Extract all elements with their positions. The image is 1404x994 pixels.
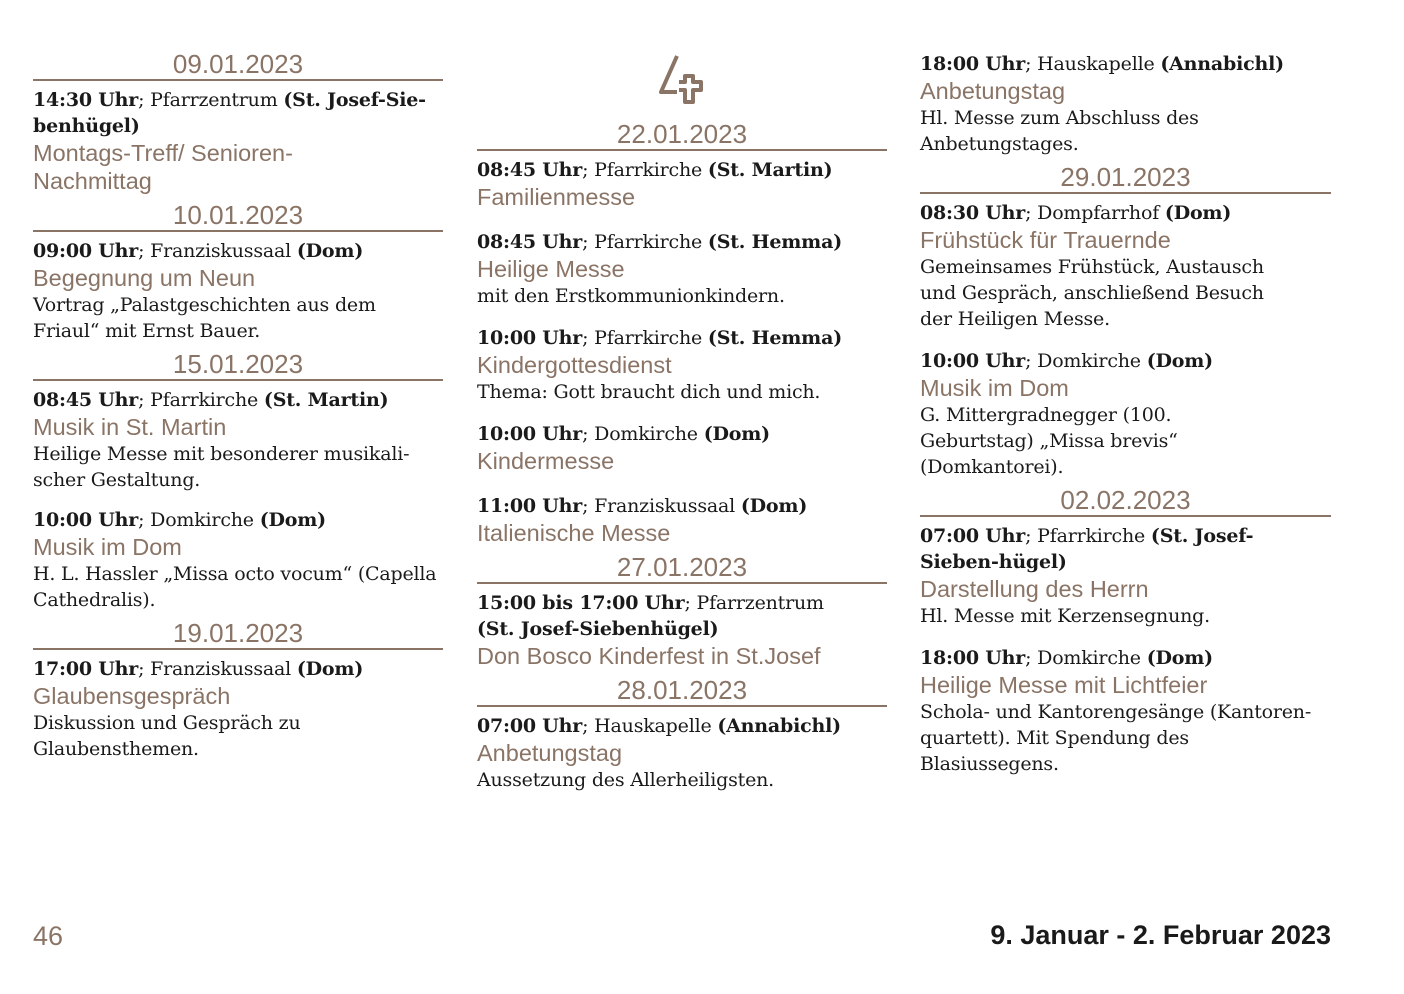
day-block (33, 619, 443, 762)
event-place: Franziskussaal (150, 658, 292, 680)
day-block (477, 120, 887, 547)
column-1 (33, 50, 443, 782)
event-title: Kindergottesdienst (477, 352, 672, 378)
event-place: Pfarrkirche (594, 327, 703, 349)
event-place: Pfarrzentrum (696, 592, 824, 614)
date-range-title: 9. Januar - 2. Februar 2023 (990, 920, 1331, 950)
event-place: Pfarrkirche (1037, 525, 1146, 547)
event-place: Franziskussaal (594, 495, 736, 517)
event-place: Pfarrkirche (594, 231, 703, 253)
event-entry (477, 713, 887, 793)
event-entry (477, 590, 887, 670)
event-parish: Dom (1155, 350, 1205, 372)
event-meta: 10:00 Uhr; Pfarrkirche (St. Hemma) (477, 327, 842, 349)
event-place: Pfarrkirche (150, 389, 259, 411)
event-meta: 08:45 Uhr; Pfarrkirche (St. Martin) (477, 159, 833, 181)
day-block (33, 350, 443, 613)
event-title: Familienmesse (477, 184, 636, 210)
event-description: Hl. Messe mit Kerzensegnung. (920, 605, 1210, 627)
event-entry (477, 157, 887, 211)
event-description: Diskussion und Gespräch zu Glaubensthemen. (33, 712, 301, 760)
event-description: Heilige Messe mit besonderer musikali-scher Gestaltung. (33, 443, 410, 491)
event-meta: 08:45 Uhr; Pfarrkirche (St. Martin) (33, 389, 389, 411)
event-entry (920, 523, 1331, 629)
event-title: Frühstück für Trauernde (920, 227, 1171, 253)
day-block (920, 163, 1331, 480)
event-parish: Dom (749, 495, 799, 517)
event-meta: 10:00 Uhr; Domkirche (Dom) (920, 350, 1213, 372)
event-entry (920, 348, 1331, 480)
event-title: Don Bosco Kinderfest in St.Josef (477, 643, 821, 669)
event-description: Hl. Messe zum Abschluss des Anbetungstages. (920, 107, 1199, 155)
event-place: Domkirche (150, 509, 254, 531)
cross-four-logo-icon (655, 52, 709, 110)
date-heading: 27.01.2023 (477, 553, 887, 584)
day-block (477, 553, 887, 670)
logo-container (477, 52, 887, 112)
event-title: Heilige Messe mit Lichtfeier (920, 672, 1208, 698)
date-heading: 02.02.2023 (920, 486, 1331, 517)
event-meta: 11:00 Uhr; Franziskussaal (Dom) (477, 495, 808, 517)
event-entry (477, 325, 887, 405)
event-meta: 09:00 Uhr; Franziskussaal (Dom) (33, 240, 364, 262)
event-title: Anbetungstag (920, 78, 1066, 104)
event-title: Kindermesse (477, 448, 615, 474)
event-time: 18:00 Uhr (920, 53, 1026, 75)
event-entry (33, 507, 443, 613)
event-title: Musik in St. Martin (33, 414, 227, 440)
date-heading: 15.01.2023 (33, 350, 443, 381)
event-meta: 18:00 Uhr; Domkirche (Dom) (920, 647, 1213, 669)
event-place: Hauskapelle (594, 715, 712, 737)
event-entry (33, 387, 443, 493)
event-time: 08:45 Uhr (477, 231, 583, 253)
event-description: Aussetzung des Allerheiligsten. (477, 769, 775, 791)
event-parish: Dom (1173, 202, 1223, 224)
event-parish: Annabichl (1169, 53, 1276, 75)
day-block (920, 486, 1331, 777)
event-place: Hauskapelle (1037, 53, 1155, 75)
event-entry (920, 645, 1331, 777)
event-description: Vortrag „Palastgeschichten aus dem Friaul“ mit Ernst Bauer. (33, 294, 376, 342)
event-parish: Dom (1155, 647, 1205, 669)
event-entry (477, 229, 887, 309)
day-block-continued (920, 51, 1331, 157)
event-parish: Dom (268, 509, 318, 531)
date-heading: 29.01.2023 (920, 163, 1331, 194)
event-entry (33, 87, 443, 195)
date-heading: 28.01.2023 (477, 676, 887, 707)
event-time: 08:45 Uhr (477, 159, 583, 181)
event-title: Glaubensgespräch (33, 683, 231, 709)
event-parish: St. Martin (272, 389, 380, 411)
event-parish: St. Josef-Sieben-hügel (920, 525, 1254, 573)
event-description: H. L. Hassler „Missa octo vocum“ (Capella Cathedralis). (33, 563, 437, 611)
event-meta: 14:30 Uhr; Pfarrzentrum (St. Josef-Sie-benhügel) (33, 89, 426, 137)
event-entry (477, 493, 887, 547)
event-title: Heilige Messe (477, 256, 625, 282)
date-heading: 09.01.2023 (33, 50, 443, 81)
event-entry (920, 51, 1331, 157)
event-parish: Dom (305, 658, 355, 680)
event-parish: St. Hemma (716, 327, 834, 349)
date-heading: 10.01.2023 (33, 201, 443, 232)
event-place: Domkirche (1037, 350, 1141, 372)
event-time: 11:00 Uhr (477, 495, 583, 517)
event-time: 17:00 Uhr (33, 658, 139, 680)
event-title: Musik im Dom (920, 375, 1069, 401)
day-block (477, 676, 887, 793)
event-meta: 17:00 Uhr; Franziskussaal (Dom) (33, 658, 364, 680)
event-place: Domkirche (1037, 647, 1141, 669)
event-meta: 08:30 Uhr; Dompfarrhof (Dom) (920, 202, 1232, 224)
event-meta: 10:00 Uhr; Domkirche (Dom) (33, 509, 326, 531)
event-description: Gemeinsames Frühstück, Austausch und Gespräch, anschließend Besuch der Heiligen Messe. (920, 256, 1264, 330)
column-2 (477, 0, 887, 813)
event-title: Darstellung des Herrn (920, 576, 1149, 602)
event-time: 07:00 Uhr (477, 715, 583, 737)
event-time: 14:30 Uhr (33, 89, 139, 111)
event-meta: 15:00 bis 17:00 Uhr; Pfarrzentrum (St. Josef-Siebenhügel) (477, 592, 824, 640)
event-time: 10:00 Uhr (33, 509, 139, 531)
event-title: Montags-Treff/ Senioren-Nachmittag (33, 140, 293, 194)
event-meta: 18:00 Uhr; Hauskapelle (Annabichl) (920, 53, 1284, 75)
event-time: 08:30 Uhr (920, 202, 1026, 224)
event-place: Dompfarrhof (1037, 202, 1160, 224)
event-place: Pfarrzentrum (150, 89, 278, 111)
event-parish: St. Martin (716, 159, 824, 181)
event-description: Schola- und Kantorengesänge (Kantoren-quartett). Mit Spendung des Blasiussegens. (920, 701, 1312, 775)
event-title: Begegnung um Neun (33, 265, 256, 291)
event-place: Pfarrkirche (594, 159, 703, 181)
event-title: Musik im Dom (33, 534, 182, 560)
event-place: Franziskussaal (150, 240, 292, 262)
event-meta: 07:00 Uhr; Pfarrkirche (St. Josef-Sieben-hügel) (920, 525, 1254, 573)
event-description: G. Mittergradnegger (100. Geburtstag) „Missa brevis“ (Domkantorei). (920, 404, 1178, 478)
event-meta: 07:00 Uhr; Hauskapelle (Annabichl) (477, 715, 841, 737)
date-heading: 19.01.2023 (33, 619, 443, 650)
event-title: Anbetungstag (477, 740, 623, 766)
event-time: 08:45 Uhr (33, 389, 139, 411)
event-entry (33, 656, 443, 762)
event-description: Thema: Gott braucht dich und mich. (477, 381, 821, 403)
event-time: 07:00 Uhr (920, 525, 1026, 547)
date-heading: 22.01.2023 (477, 120, 887, 151)
event-time: 10:00 Uhr (477, 423, 583, 445)
column-3 (920, 51, 1331, 797)
event-description: mit den Erstkommunionkindern. (477, 285, 785, 307)
event-time: 10:00 Uhr (477, 327, 583, 349)
event-time: 15:00 bis 17:00 Uhr (477, 592, 685, 614)
event-parish: St. Josef-Siebenhügel (485, 618, 710, 640)
event-parish: St. Hemma (716, 231, 834, 253)
event-parish: Dom (712, 423, 762, 445)
day-block (33, 50, 443, 195)
event-time: 09:00 Uhr (33, 240, 139, 262)
event-parish: St. Josef-Sie-benhügel (33, 89, 426, 137)
event-time: 10:00 Uhr (920, 350, 1026, 372)
event-meta: 10:00 Uhr; Domkirche (Dom) (477, 423, 770, 445)
event-entry (33, 238, 443, 344)
day-block (33, 201, 443, 344)
event-place: Domkirche (594, 423, 698, 445)
event-entry (477, 421, 887, 475)
event-time: 18:00 Uhr (920, 647, 1026, 669)
event-entry (920, 200, 1331, 332)
event-parish: Dom (305, 240, 355, 262)
event-title: Italienische Messe (477, 520, 671, 546)
event-meta: 08:45 Uhr; Pfarrkirche (St. Hemma) (477, 231, 842, 253)
page-number: 46 (33, 921, 64, 951)
event-parish: Annabichl (726, 715, 833, 737)
